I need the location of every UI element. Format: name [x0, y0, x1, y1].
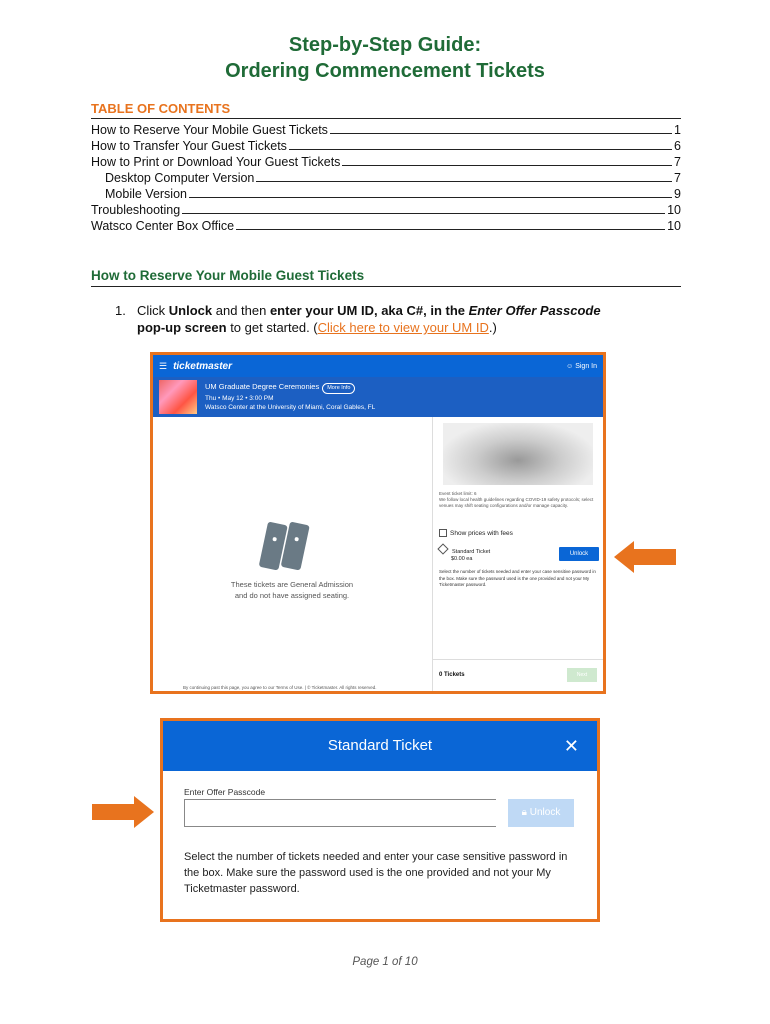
- sign-in-link[interactable]: ☺ Sign In: [566, 362, 597, 370]
- event-banner: [153, 377, 603, 417]
- show-fees-label: Show prices with fees: [450, 529, 513, 537]
- toc-page-number: 10: [667, 219, 681, 233]
- event-info: [205, 382, 375, 412]
- toc-page-number: 7: [674, 171, 681, 185]
- page-title: [0, 32, 770, 84]
- toc-entry-label: Watsco Center Box Office: [91, 219, 235, 233]
- section-heading: How to Reserve Your Mobile Guest Tickets: [91, 268, 365, 283]
- ga-line-1: These tickets are General Admission: [230, 580, 354, 589]
- step-text-part: and then: [212, 303, 270, 318]
- lock-icon: 🔒︎: [521, 807, 530, 818]
- toc-leader: [189, 197, 672, 198]
- modal-title: Standard Ticket: [327, 737, 433, 754]
- page-footer: Page 1 of 10: [352, 956, 418, 968]
- toc-entry-label: Troubleshooting: [91, 203, 181, 217]
- toc-entry-label: How to Transfer Your Guest Tickets: [91, 139, 287, 153]
- show-fees-checkbox[interactable]: [439, 529, 513, 537]
- note-text: We follow local health guidelines regarding COVID-19 safety protocols; select venues may shift seating configurations and/or manage capacity.: [439, 497, 594, 508]
- modal-instructions: Select the number of tickets needed and enter your case sensitive password in the box. Make sure the password used is the one provided and not your My Ticketmaster password.: [184, 851, 568, 895]
- terms-footer: By continuing past this page, you agree to our Terms of Use. | © Ticketmaster. All rights reserved.: [183, 685, 377, 690]
- step-text: [137, 302, 655, 336]
- modal-unlock-label: Unlock: [529, 807, 561, 818]
- toc-entry-reserve[interactable]: [91, 122, 681, 138]
- view-umid-link[interactable]: Click here to view your UM ID: [317, 320, 489, 335]
- toc-leader: [182, 213, 665, 214]
- toc-leader: [330, 133, 672, 134]
- toc-leader: [236, 229, 665, 230]
- toc-entry-troubleshooting[interactable]: [91, 202, 681, 218]
- modal-unlock-button[interactable]: [508, 799, 574, 827]
- crowd-image: [443, 423, 593, 485]
- toc-entry-box-office[interactable]: [91, 218, 681, 234]
- ticket-count: 0 Tickets: [439, 672, 465, 678]
- arrow-right-icon: [90, 795, 154, 829]
- seat-map-panel: [153, 417, 431, 691]
- ticket-panel: [432, 417, 603, 691]
- toc-entry-print[interactable]: [91, 154, 681, 170]
- ga-line-2: and do not have assigned seating.: [234, 591, 350, 600]
- event-thumbnail: [159, 380, 197, 414]
- next-button[interactable]: Next: [567, 668, 597, 682]
- toc-leader: [256, 181, 672, 182]
- section-divider: [91, 286, 681, 287]
- step-bold-popup: pop-up screen: [137, 320, 227, 335]
- menu-icon[interactable]: ☰: [159, 360, 168, 371]
- toc-entry-transfer[interactable]: [91, 138, 681, 154]
- standard-ticket-label: Standard Ticket: [452, 549, 491, 555]
- standard-ticket-option: [439, 545, 490, 563]
- toc-page-number: 6: [674, 139, 681, 153]
- toc-entry-label: How to Reserve Your Mobile Guest Tickets: [91, 123, 328, 137]
- tag-icon: [437, 543, 448, 554]
- ticketmaster-header: [153, 355, 603, 377]
- event-note: [439, 491, 599, 509]
- step-bold-umid: enter your UM ID, aka C#, in the: [269, 303, 469, 318]
- toc-page-number: 7: [674, 155, 681, 169]
- title-line-2: Ordering Commencement Tickets: [225, 60, 545, 82]
- toc-entry-label: Mobile Version: [105, 187, 187, 201]
- toc-entry-label: How to Print or Download Your Guest Tickets: [91, 155, 341, 169]
- table-of-contents: [91, 122, 681, 234]
- toc-leader: [342, 165, 672, 166]
- passcode-label: Enter Offer Passcode: [184, 787, 266, 797]
- ticket-price: $0.00 ea: [451, 556, 473, 562]
- event-name: UM Graduate Degree Ceremonies: [205, 382, 320, 391]
- step-1: [115, 302, 655, 336]
- close-icon[interactable]: ✕: [563, 736, 579, 756]
- toc-page-number: 10: [667, 203, 681, 217]
- sign-in-label: Sign In: [575, 362, 597, 370]
- step-bold-passcode: Enter Offer Passcode: [468, 303, 601, 318]
- event-venue: Watsco Center at the University of Miami, Coral Gables, FL: [205, 404, 376, 411]
- toc-entry-mobile[interactable]: [91, 186, 681, 202]
- passcode-input[interactable]: [184, 799, 496, 827]
- ticketmaster-screenshot: [150, 352, 606, 694]
- step-text-part: .): [488, 320, 497, 335]
- toc-heading: TABLE OF CONTENTS: [91, 101, 231, 116]
- toc-page-number: 1: [674, 123, 681, 137]
- toc-leader: [289, 149, 672, 150]
- unlock-button[interactable]: Unlock: [559, 547, 599, 561]
- modal-header: [163, 721, 597, 771]
- more-info-button[interactable]: More Info: [322, 383, 355, 394]
- ticket-footer: [433, 659, 603, 692]
- toc-entry-desktop[interactable]: [91, 170, 681, 186]
- step-text-part: Click: [137, 303, 169, 318]
- checkbox-icon: [439, 529, 447, 537]
- toc-page-number: 9: [674, 187, 681, 201]
- step-bold-unlock: Unlock: [168, 303, 213, 318]
- toc-divider: [91, 118, 681, 119]
- unlock-instructions: Select the number of tickets needed and enter your case sensitive password in the box. Make sure the password used is the one provided and not your My Ticketmaster password.: [439, 569, 596, 587]
- step-number: 1.: [115, 303, 126, 318]
- step-text-part: to get started. (: [226, 320, 318, 335]
- note-title: Event ticket limit: 6: [439, 491, 477, 496]
- event-date: Thu • May 12 • 3:00 PM: [205, 395, 274, 402]
- ticketmaster-logo[interactable]: ticketmaster: [173, 360, 232, 372]
- general-admission-note: [153, 579, 431, 601]
- arrow-left-icon: [614, 540, 678, 574]
- tickets-icon: [255, 517, 315, 577]
- passcode-modal-screenshot: [160, 718, 600, 922]
- title-line-1: Step-by-Step Guide:: [288, 34, 482, 56]
- toc-entry-label: Desktop Computer Version: [105, 171, 255, 185]
